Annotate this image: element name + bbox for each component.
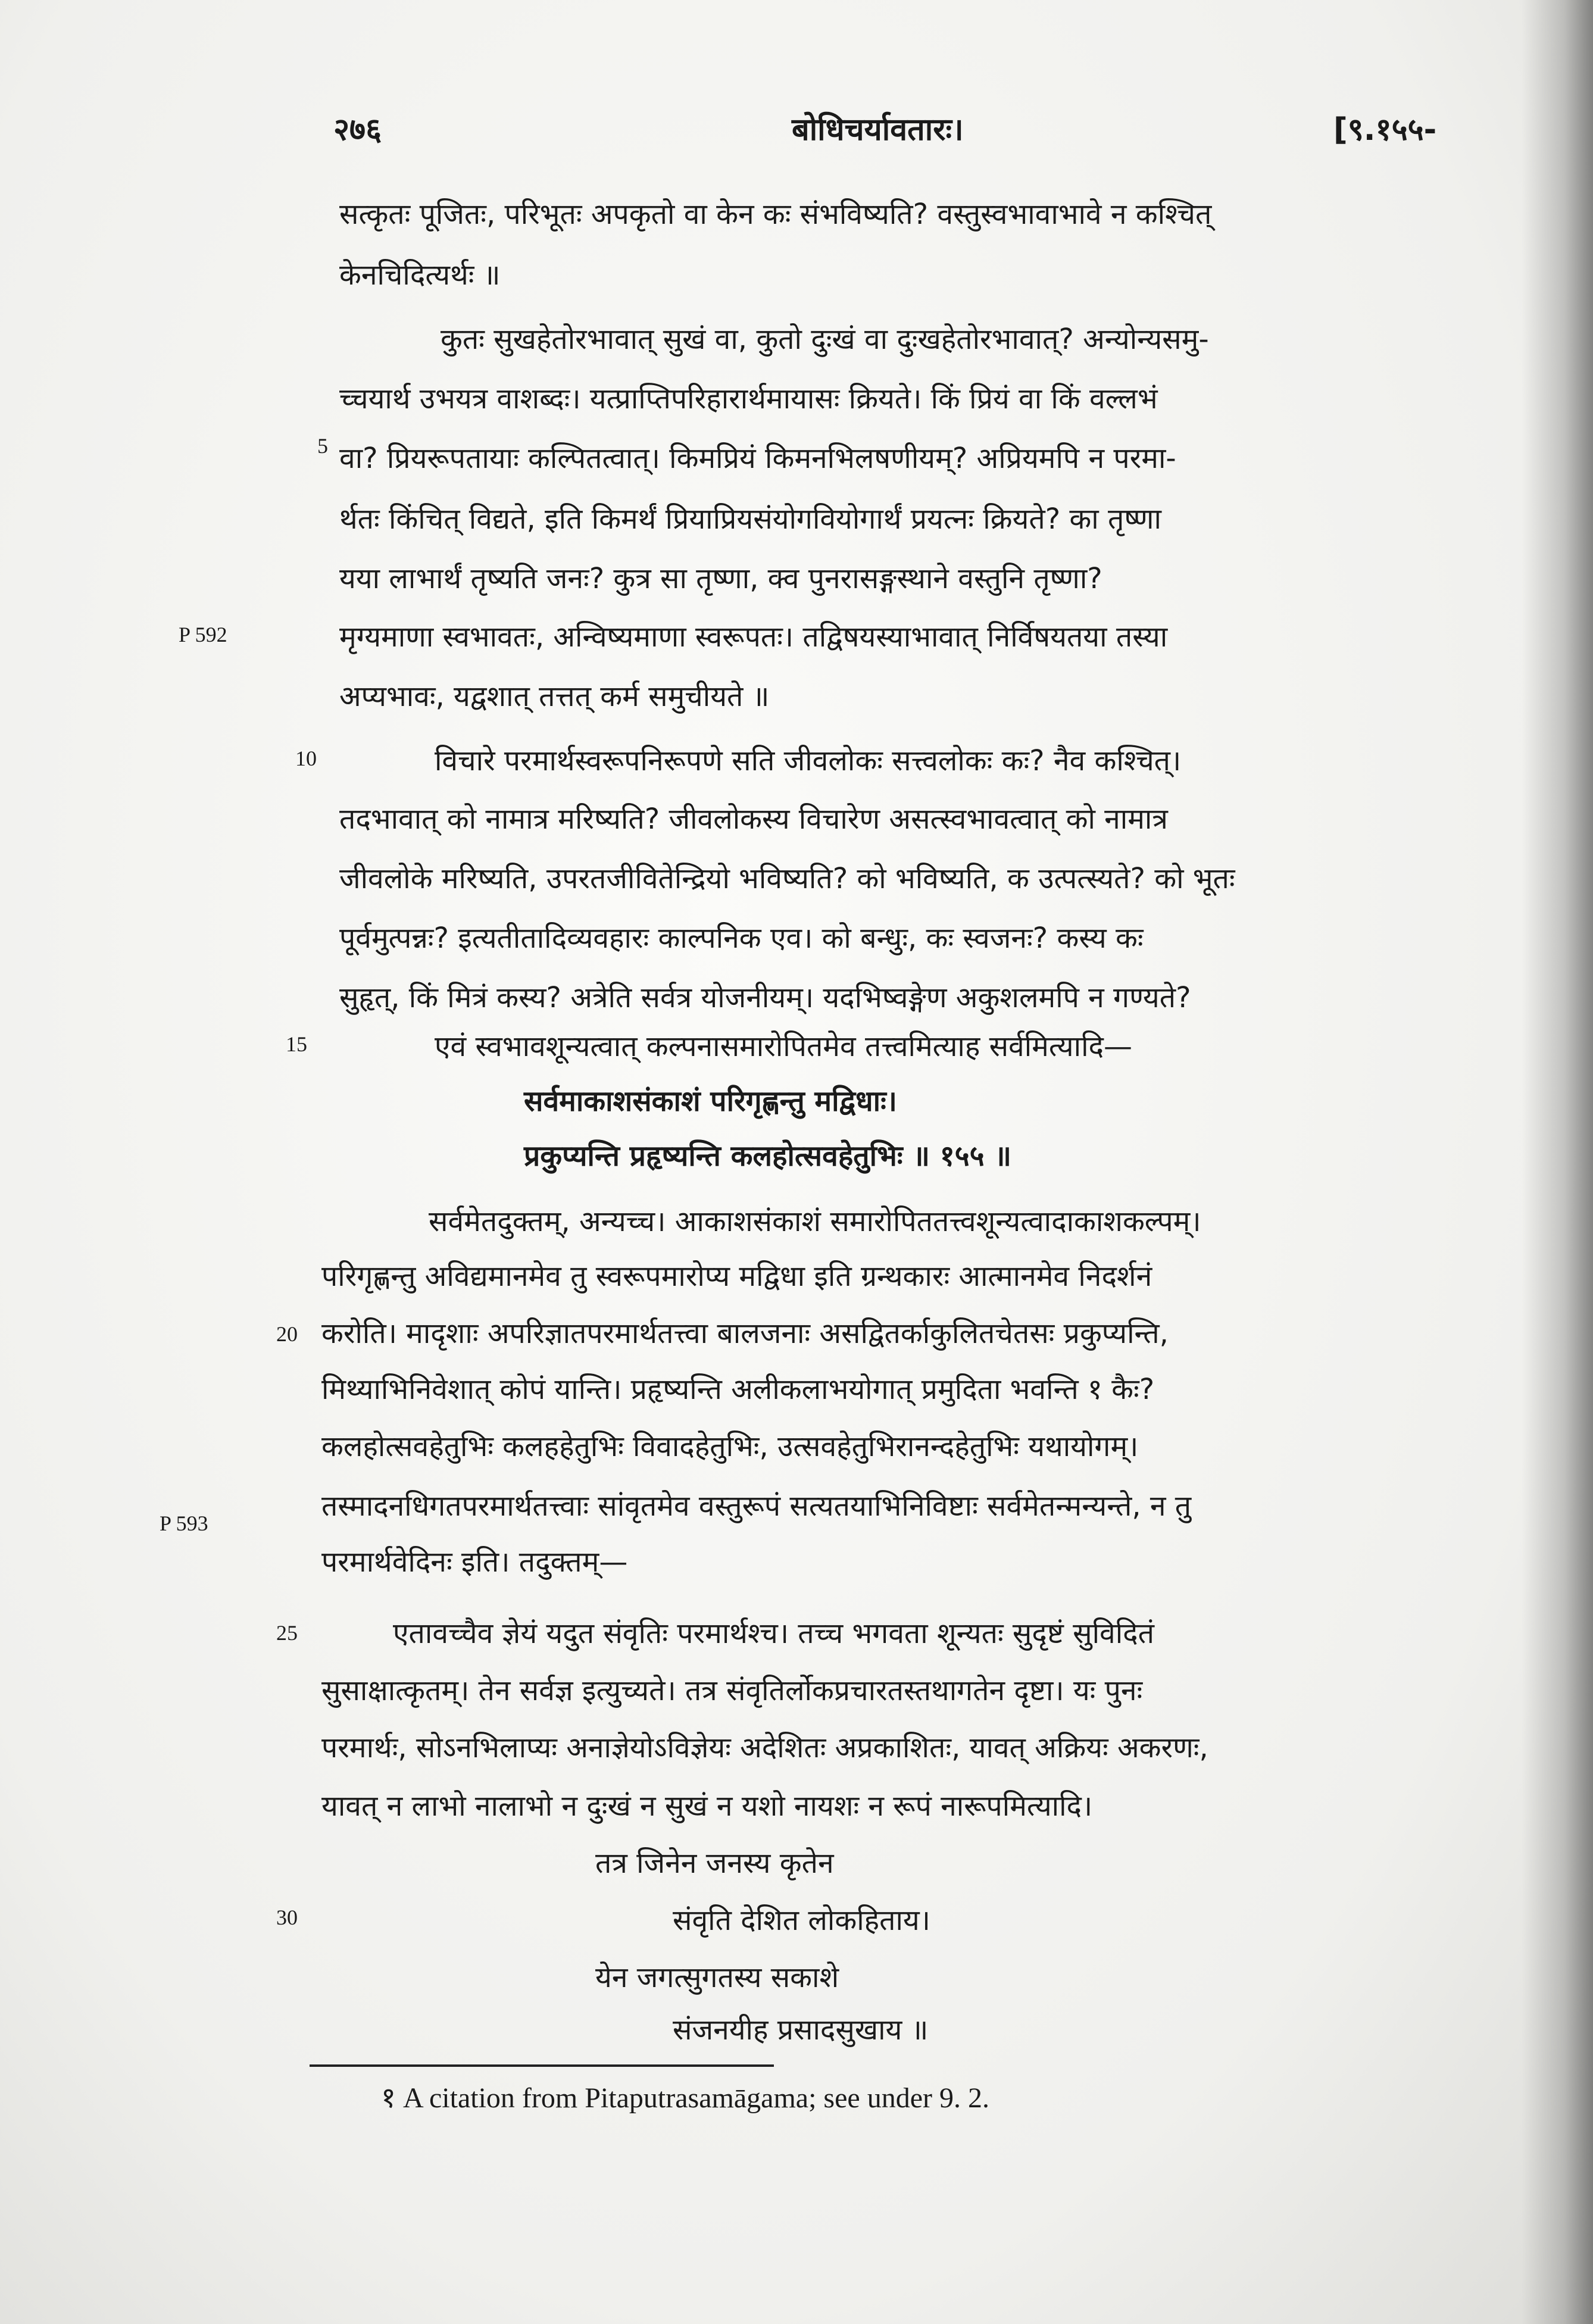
page-title: बोधिचर्यावतारः।: [792, 112, 964, 148]
text-line: र्थतः किंचित् विद्यते, इति किमर्थं प्रियाप्रियसंयोगवियोगार्थं प्रयत्नः क्रियते? का तृष्णा: [339, 502, 1161, 536]
text-line: वा? प्रियरूपतायाः कल्पितत्वात्। किमप्रियं किमनभिलषणीयम्? अप्रियमपि न परमा-: [339, 442, 1176, 475]
text-line: तदभावात् को नामात्र मरिष्यति? जीवलोकस्य विचारेण असत्स्वभावत्वात् को नामात्र: [339, 802, 1168, 836]
text-line: परिगृह्णन्तु अविद्यमानमेव तु स्वरूपमारोप्य मद्विधा इति ग्रन्थकारः आत्मानमेव निदर्शनं: [321, 1260, 1152, 1293]
text-line: पूर्वमुत्पन्नः? इत्यतीतादिव्यवहारः काल्पनिक एव। को बन्धुः, कः स्वजनः? कस्य कः: [339, 922, 1144, 955]
footnote-divider: [310, 2064, 774, 2067]
text-line: जीवलोके मरिष्यति, उपरतजीवितेन्द्रियो भविष्यति? को भविष्यति, क उत्पत्स्यते? को भूतः: [339, 862, 1235, 895]
verse-line: संजनयीह प्रसादसुखाय ॥: [673, 2013, 929, 2047]
verse-line: संवृति देशित लोकहिताय।: [673, 1904, 930, 1937]
verse-line: येन जगत्सुगतस्य सकाशे: [595, 1961, 839, 1994]
text-line: एतावच्चैव ज्ञेयं यदुत संवृतिः परमार्थश्च। तच्च भगवता शून्यतः सुदृष्टं सुविदितं: [393, 1617, 1155, 1650]
footnote: १ A citation from Pitaputrasamāgama; see under 9. 2.: [381, 2082, 990, 2114]
text-line: यावत् न लाभो नालाभो न दुःखं न सुखं न यशो नायशः न रूपं नारूपमित्यादि।: [321, 1789, 1093, 1823]
verse-line: प्रकुप्यन्ति प्रहृष्यन्ति कलहोत्सवहेतुभिः ॥ १५५ ॥: [524, 1139, 1012, 1173]
text-line: च्चयार्थ उभयत्र वाशब्दः। यत्प्राप्तिपरिहारार्थमायासः क्रियते। किं प्रियं वा किं वल्लभं: [339, 382, 1158, 416]
line-number-25: 25: [276, 1621, 298, 1645]
text-line: सुसाक्षात्कृतम्। तेन सर्वज्ञ इत्युच्यते। तत्र संवृतिर्लोकप्रचारतस्तथागतेन दृष्टा। यः पुनः: [321, 1674, 1143, 1707]
text-line: सुहृत्, किं मित्रं कस्य? अत्रेति सर्वत्र योजनीयम्। यदभिष्वङ्गेण अकुशलमपि न गण्यते?: [339, 981, 1191, 1014]
line-number-5: 5: [317, 434, 328, 458]
text-line: कुतः सुखहेतोरभावात् सुखं वा, कुतो दुःखं वा दुःखहेतोरभावात्? अन्योन्यसमु-: [441, 323, 1209, 356]
text-line: यया लाभार्थं तृष्यति जनः? कुत्र सा तृष्णा, क्व पुनरासङ्गस्थाने वस्तुनि तृष्णा?: [339, 562, 1102, 595]
text-line: मिथ्याभिनिवेशात् कोपं यान्ति। प्रहृष्यन्ति अलीकलाभयोगात् प्रमुदिता भवन्ति १ कैः?: [321, 1373, 1155, 1406]
text-line: परमार्थवेदिनः इति। तदुक्तम्—: [321, 1545, 628, 1579]
text-line: सर्वमेतदुक्तम्, अन्यच्च। आकाशसंकाशं समारोपिततत्त्वशून्यत्वादाकाशकल्पम्।: [429, 1205, 1201, 1238]
margin-reference-p593: P 593: [160, 1511, 208, 1535]
text-line: केनचिदित्यर्थः ॥: [339, 258, 501, 292]
line-number-20: 20: [276, 1322, 298, 1346]
text-line: कलहोत्सवहेतुभिः कलहहेतुभिः विवादहेतुभिः, उत्सवहेतुभिरानन्दहेतुभिः यथायोगम्।: [321, 1430, 1139, 1463]
line-number-30: 30: [276, 1906, 298, 1929]
text-line: विचारे परमार्थस्वरूपनिरूपणे सति जीवलोकः सत्त्वलोकः कः? नैव कश्चित्।: [435, 744, 1182, 777]
margin-reference-p592: P 592: [179, 623, 227, 646]
page-edge-shadow: [1522, 0, 1593, 2324]
text-line: अप्यभावः, यद्वशात् तत्तत् कर्म समुचीयते ॥: [339, 680, 770, 713]
text-line: करोति। मादृशाः अपरिज्ञातपरमार्थतत्त्वा बालजनाः असद्वितर्काकुलितचेतसः प्रकुप्यन्ति,: [321, 1317, 1169, 1350]
text-line: तस्मादनधिगतपरमार्थतत्त्वाः सांवृतमेव वस्तुरूपं सत्यतयाभिनिविष्टाः सर्वमेतन्मन्यन्ते, न तु: [321, 1489, 1192, 1523]
text-line: एवं स्वभावशून्यत्वात् कल्पनासमारोपितमेव तत्त्वमित्याह सर्वमित्यादि—: [435, 1030, 1132, 1063]
line-number-10: 10: [295, 746, 317, 770]
section-reference: [९.१५५-: [1333, 112, 1437, 148]
text-line: मृग्यमाणा स्वभावतः, अन्विष्यमाणा स्वरूपतः। तद्विषयस्याभावात् निर्विषयतया तस्या: [339, 620, 1168, 654]
text-line: सत्कृतः पूजितः, परिभूतः अपकृतो वा केन कः संभविष्यति? वस्तुस्वभावाभावे न कश्चित्: [339, 198, 1212, 231]
line-number-15: 15: [286, 1032, 307, 1056]
text-line: परमार्थः, सोऽनभिलाप्यः अनाज्ञेयोऽविज्ञेयः अदेशितः अप्रकाशितः, यावत् अक्रियः अकरणः,: [321, 1731, 1208, 1764]
verse-line: सर्वमाकाशसंकाशं परिगृह्णन्तु मद्विधाः।: [524, 1085, 897, 1118]
verse-line: तत्र जिनेन जनस्य कृतेन: [595, 1847, 834, 1880]
page-number: २७६: [333, 112, 382, 148]
